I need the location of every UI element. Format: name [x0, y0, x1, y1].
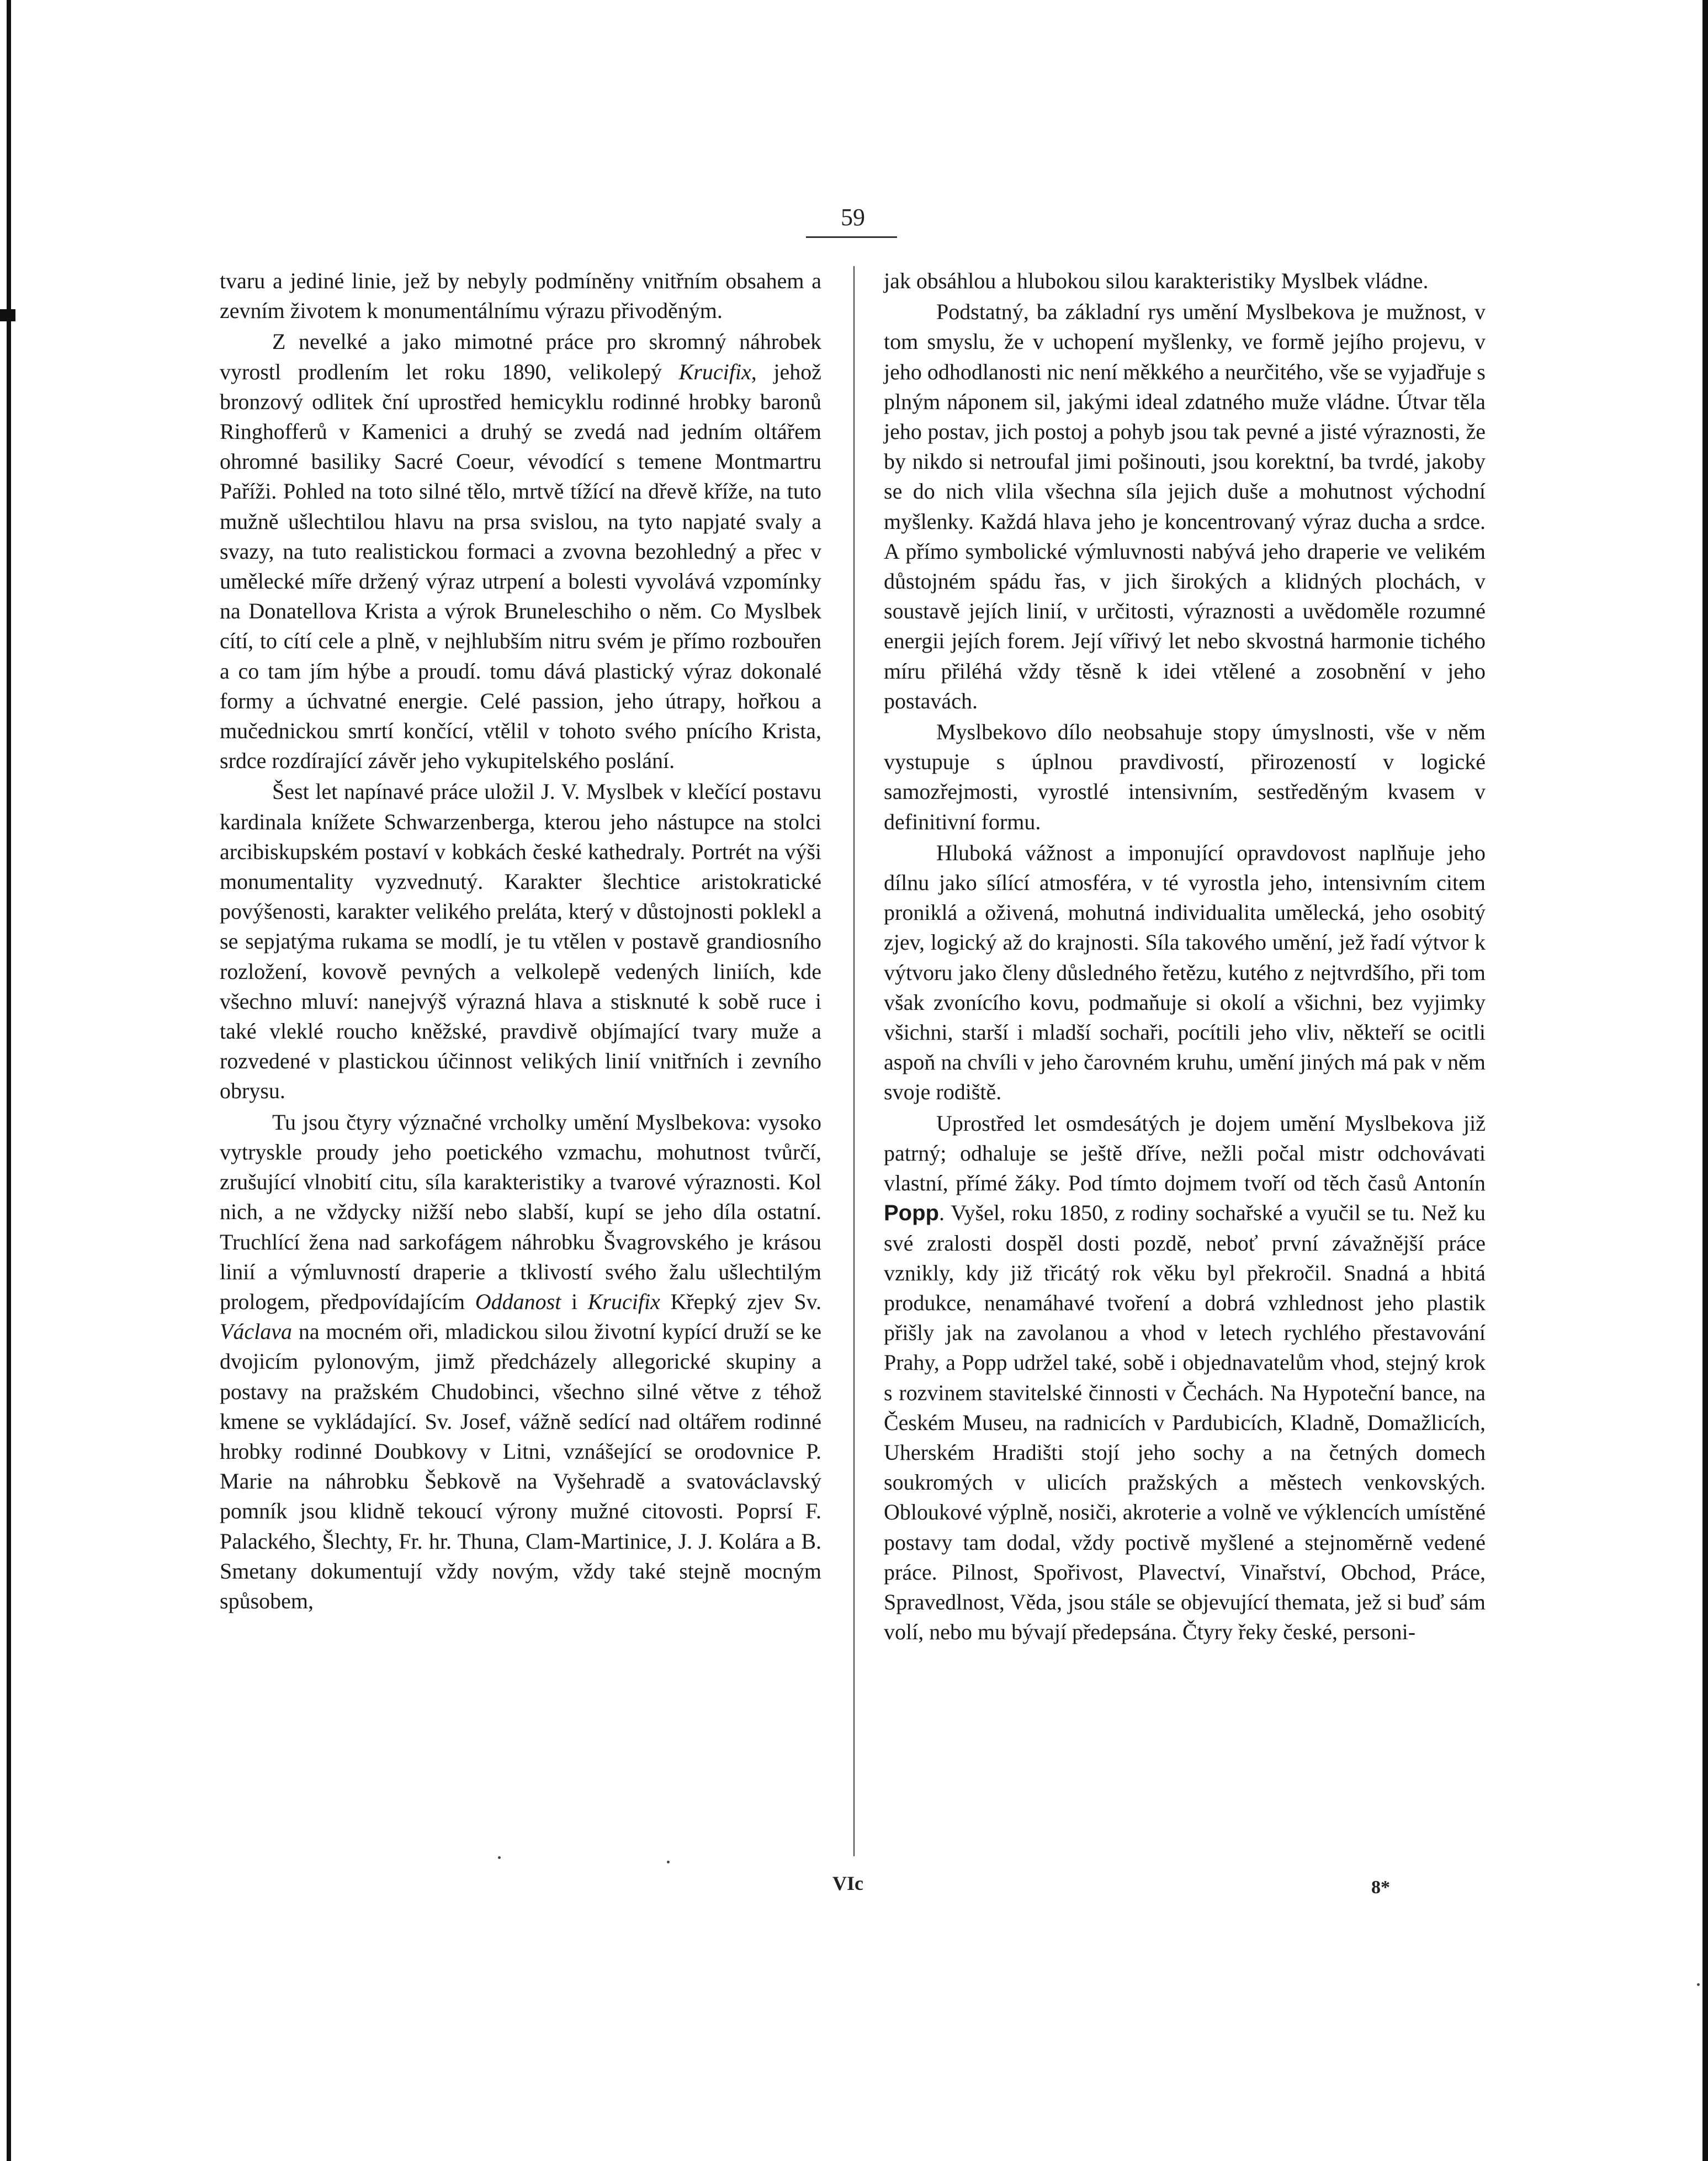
page-number-rule — [806, 236, 897, 238]
scan-speck — [498, 1856, 501, 1859]
left-p4-text-c: na mocném oři, mladickou silou životní kypící druží se ke dvojicím pylonovým, jimž předcházely allegorické skupiny a postavy na pražském Chudobinci, všechno silné větve z téhož kmene se vykládající. Sv. Josef, vážně sedící nad oltářem rodinné hrobky rodinné Doubkovy v Litni, vznášející se orodovnice P. Marie na náhrobku Šebkově na Vyšehradě a svatováclavský pomník jsou klidně tekoucí výrony mužné citovosti. Poprsí F. Palackého, Šlechty, Fr. hr. Thuna, Clam-Martinice, J. J. Kolára a B. Smetany dokumentují vždy novým, vždy také stejně mocným spůsobem, — [220, 1319, 821, 1613]
right-p5-text-a: Uprostřed let osmdesátých je dojem umění Myslbekova již patrný; odhaluje se ještě dříve, nežli počal mistr odchovávati vlastní, přímé žáky. Pod tímto dojmem tvoří od těch časů Antonín — [884, 1110, 1486, 1196]
left-column — [220, 266, 821, 1616]
right-paragraph-4: Hluboká vážnost a imponující opravdovost naplňuje jeho dílnu jako sílící atmosféra, v té vyrostla jeho, intensivním citem proniklá a oživená, mohutná individualita umělecká, jeho osobitý zjev, logický až do krajnosti. Síla takového umění, jež řadí výtvor k výtvoru jako členy důsledného řetězu, kutého z nejtvrdšího, při tom však zvonícího kovu, podmaňuje si okolí a všichni, bez vyjimky všichni, starší i mladší sochaři, pocítili jeho vliv, někteří se ocitli aspoň na chvíli v jeho čarovném kruhu, umění jiných má pak v něm svoje rodiště. — [884, 840, 1486, 1105]
page-number: 59 — [841, 204, 865, 231]
right-paragraph-3: Myslbekovo dílo neobsahuje stopy úmyslnosti, vše v něm vystupuje s úplnou pravdivostí, přirozeností v logické samozřejmosti, vyrostlé intensivním, sestředěným kvasem v definitivní formu. — [884, 719, 1486, 834]
left-p4-krucifix: Krucifix — [587, 1289, 660, 1314]
scan-speck — [1697, 1983, 1700, 1986]
left-p4-vaclava: Václava — [220, 1319, 293, 1344]
left-p4-text-b: Křepký zjev Sv. — [660, 1289, 821, 1314]
right-paragraph-5 — [884, 1109, 1486, 1648]
left-p2-krucifix: Krucifix — [678, 359, 751, 384]
left-p2-text-a: Z nevelké a jako mimotné práce pro skromný náhrobek vyrostl prodlením let roku 1890, velikolepý — [220, 329, 821, 384]
right-column — [884, 266, 1486, 1647]
right-p5-text-b: . Vyšel, roku 1850, z rodiny sochařské a vyučil se tu. Než ku své zralosti dospěl dosti pozdě, neboť první závažnější práce vznikly, kdy již třicátý rok věku byl překročil. Snadná a hbitá produkce, nenamáhavé tvoření a dobrá vzhlednost jeho plastik přišly jak na zavolanou a vhod v letech rychlého přestavování Prahy, a Popp udržel také, sobě i objednavatelům vhod, stejný krok s rozvinem stavitelské činnosti v Čechách. Na Hypoteční bance, na Českém Museu, na radnicích v Pardubicích, Kladně, Domažlicích, Uherském Hradišti stojí jeho sochy a na četných domech soukromých v ulicích pražských a městech venkovských. Obloukové výplně, nosiči, akroterie a volně ve výklencích umístěné postavy tam dodal, vždy poctivě myšlené a stejnoměrně vedené práce. Pilnost, Spořivost, Plavectví, Vinařství, Obchod, Práce, Spravedlnost, Věda, jsou stále se objevující themata, jež si buď sám volí, nebo mu bývají předepsána. Čtyry řeky české, personi- — [884, 1200, 1486, 1645]
left-paragraph-2 — [220, 327, 821, 776]
left-paragraph-4 — [220, 1108, 821, 1616]
left-p4-conjunction: i — [561, 1289, 588, 1314]
right-paragraph-1: jak obsáhlou a hlubokou silou karakteristiky Myslbek vládne. — [884, 268, 1429, 293]
left-paragraph-3: Šest let napínavé práce uložil J. V. Myslbek v klečící postavu kardinala knížete Schwarzenberga, kterou jeho nástupce na stolci arcibiskupském postaví v kobkách české kathedraly. Portrét na výši monumentality vyzvednutý. Karakter šlechtice aristokratické povýšenosti, karakter velikého preláta, který v důstojnosti poklekl a se sepjatýma rukama se modlí, je tu vtělen v postavě grandiosního rozložení, kovově pevných a velkolepě vedených liniích, kde všechno mluví: nanejvýš výrazná hlava a stisknuté k sobě ruce i také vleklé roucho kněžské, pravdivě objímající tvary muže a rozvedené v plastickou účinnost velikých linií vnitřních i zevního obrysu. — [220, 779, 821, 1104]
sheet-mark: 8* — [1371, 1877, 1390, 1898]
left-p4-text-a: Tu jsou čtyry význačné vrcholky umění Myslbekova: vysoko vytryskle proudy jeho poetického vzmachu, mohutnost tvůrčí, zrušující vlnobití citu, síla karakteristiky a tvarové výraznosti. Kol nich, a ne vždycky nižší nebo slabší, kupí se jeho díla ostatní. Truchlící žena nad sarkofágem náhrobku Švagrovského je krásou linií a výmluvností draperie a tklivostí svého žalu ušlechtilým prologem, předpovídajícím — [220, 1109, 821, 1314]
left-paragraph-1: tvaru a jediné linie, jež by nebyly podmíněny vnitřním obsahem a zevním životem k monumentálnímu výrazu přivoděným. — [220, 268, 821, 324]
left-p2-text-b: , jehož bronzový odlitek ční uprostřed hemicyklu rodinné hrobky baronů Ringhofferů v Kamenici a druhý se zvedá nad jedním oltářem ohromné basiliky Sacré Coeur, vévodící s temene Montmartru Paříži. Pohled na toto silné tělo, mrtvě tížící na dřevě kříže, na tuto mužně ušlechtilou hlavu na prsa svislou, na tyto napjaté svaly a svazy, na tuto realistickou formaci a zvovna bezohledný a přec v umělecké míře držený výraz utrpení a bolesti vyvolává vzpomínky na Donatellova Krista a výrok Bruneleschiho o něm. Co Myslbek cítí, to cítí cele a plně, v nejhlubším nitru svém je přímo rozbouřen a co tam jím hýbe a proudí. tomu dává plastický výraz dokonalé formy a úchvatné energie. Celé passion, jeho útrapy, hořkou a mučednickou smrtí končící, vtělil v tohoto svého pnícího Krista, srdce rozdírající závěr jeho vykupitelského poslání. — [220, 359, 821, 774]
signature-mark: VIc — [832, 1872, 863, 1894]
right-p5-popp: Popp — [884, 1201, 939, 1226]
scan-border-right — [1702, 0, 1708, 2161]
scan-border-left — [7, 0, 11, 2161]
scan-notch-left — [0, 309, 15, 321]
scan-speck — [667, 1861, 670, 1863]
column-divider — [853, 266, 855, 1856]
left-p4-oddanost: Oddanost — [475, 1289, 561, 1314]
right-paragraph-2: Podstatný, ba základní rys umění Myslbekova je mužnost, v tom smyslu, že v uchopení myšlenky, ve formě jejího projevu, v jeho odhodlanosti nic není měkkého a neurčitého, vše se vyjadřuje s plným náponem sil, jakými ideal zdatného muže vládne. Útvar těla jeho postav, jich postoj a pohyb jsou tak pevné a jisté výraznosti, že by nikdo si netroufal jimi pošinouti, jsou korektní, ba tvrdé, jakoby se do nich vlila všechna síla jejich duše a mohutnost východní myšlenky. Každá hlava jeho je koncentrovaný výraz ducha a srdce. A přímo symbolické výmluvnosti nabývá jeho draperie ve velikém důstojném spádu řas, v jich širokých a klidných plochách, v soustavě jejích linií, v určitosti, výraznosti a uvědoměle rozumné energii jejích forem. Její vířivý let nebo skvostná harmonie tichého míru přiléhá vždy těsně k idei vtělené a zosobnění v jeho postavách. — [884, 299, 1486, 713]
